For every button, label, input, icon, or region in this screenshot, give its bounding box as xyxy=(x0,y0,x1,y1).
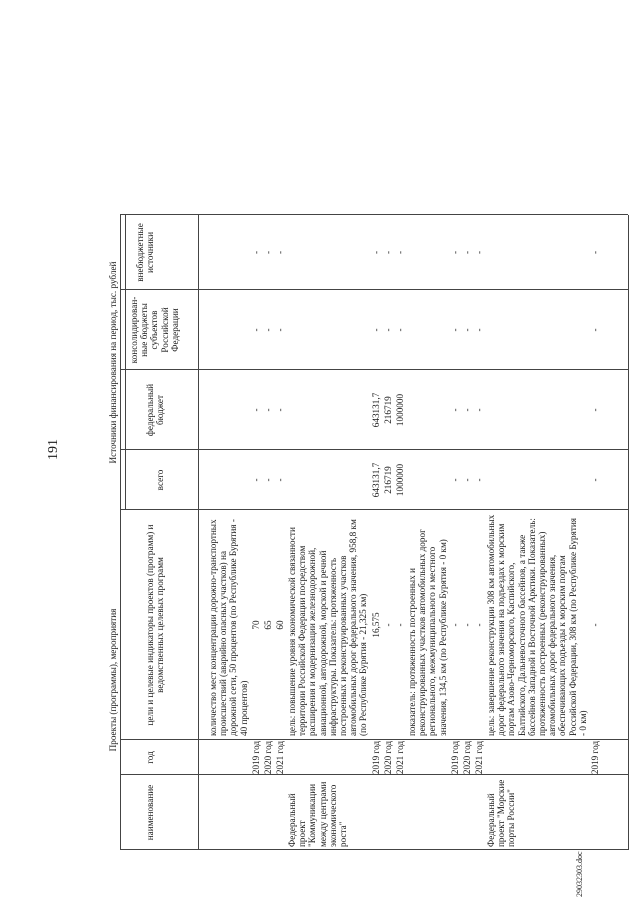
federal-amount: - xyxy=(590,408,600,412)
project-name: Федеральный проект "Коммуникации между центрами экономического роста" xyxy=(287,781,349,847)
federal-amount: - xyxy=(450,408,460,412)
table-rule xyxy=(120,215,121,850)
year-cell: 2019 год xyxy=(251,740,261,775)
indicator-value: - xyxy=(450,623,460,627)
total-amount: - xyxy=(263,478,273,482)
year-cell: 2021 год xyxy=(474,740,484,775)
table-rule xyxy=(120,849,628,850)
regional-amount: - xyxy=(275,328,285,332)
regional-amount: - xyxy=(263,328,273,332)
indicator-value: 65 xyxy=(263,620,273,630)
extra-amount: - xyxy=(263,250,273,255)
total-amount: - xyxy=(590,478,600,482)
year-cell: 2019 год xyxy=(590,740,600,775)
federal-amount: 216719 xyxy=(383,396,393,424)
regional-amount: - xyxy=(462,328,472,332)
group-header-projects: Проекты (программы), мероприятия xyxy=(108,608,118,752)
extra-amount: - xyxy=(251,250,261,255)
regional-amount: - xyxy=(383,328,393,332)
table-rule xyxy=(125,215,126,510)
table-rule xyxy=(628,215,629,850)
regional-amount: - xyxy=(450,328,460,332)
extra-amount: - xyxy=(275,250,285,255)
goal-text: количество мест концентрации дорожно-транспортных происшествий (аварийно опасных участков) на дорожной сети, 50 процентов (по Республике Бурятия - 40 процентов) xyxy=(208,519,249,736)
year-cell: 2020 год xyxy=(383,740,393,775)
extra-amount: - xyxy=(474,250,484,255)
regional-amount: - xyxy=(474,328,484,332)
extra-amount: - xyxy=(383,250,393,255)
indicator-value: - xyxy=(395,623,405,627)
indicator-value: - xyxy=(474,623,484,627)
total-amount: 1000000 xyxy=(395,463,405,497)
project-name: Федеральный проект "Морские порты России" xyxy=(486,779,517,847)
header-year: год xyxy=(145,751,155,764)
year-cell: 2020 год xyxy=(263,740,273,775)
document-footer: 29032303.doc xyxy=(575,851,584,897)
total-amount: - xyxy=(251,478,261,482)
indicator-value: 70 xyxy=(251,620,261,630)
goal-text: цель: завершение реконструкции 308 км автомобильных дорог федерального значения на подъездах к морским портам Азово-Черноморского, Каспийского, Балтийского, Дальневосточного бассейнов, а также бассейнов Западной и Восточной Арктики. Показатель: протяженность построенных (реконструированных) автомобильных дорог федерального значения, обеспечивающих подъезды к морским портам Российской Федерации, 308 км (по Республике Бурятия - 0 км) xyxy=(486,514,588,736)
federal-amount: - xyxy=(275,408,285,412)
year-cell: 2019 год xyxy=(371,740,381,775)
indicator-value: - xyxy=(590,623,600,627)
extra-amount: - xyxy=(395,250,405,255)
year-cell: 2020 год xyxy=(462,740,472,775)
total-amount: 643131,7 xyxy=(371,462,381,498)
year-cell: 2021 год xyxy=(395,740,405,775)
page-number: 191 xyxy=(46,439,61,460)
total-amount: - xyxy=(462,478,472,482)
header-federal: федеральный бюджет xyxy=(145,383,166,437)
header-total: всего xyxy=(155,469,165,491)
header-goals: цели и целевые индикаторы проектов (программ) и ведомственных целевых программ xyxy=(145,524,166,726)
indicator-value: - xyxy=(462,623,472,627)
total-amount: 216719 xyxy=(383,466,393,494)
header-regional: консолидирован-ные бюджеты субъектов Российской Федерации xyxy=(129,296,180,364)
federal-amount: - xyxy=(263,408,273,412)
extra-amount: - xyxy=(590,250,600,255)
regional-amount: - xyxy=(590,328,600,332)
year-cell: 2021 год xyxy=(275,740,285,775)
federal-amount: - xyxy=(251,408,261,412)
extra-amount: - xyxy=(371,250,381,255)
extra-amount: - xyxy=(450,250,460,255)
total-amount: - xyxy=(450,478,460,482)
header-extra: внебюджетные источники xyxy=(135,223,156,282)
regional-amount: - xyxy=(371,328,381,332)
federal-amount: - xyxy=(474,408,484,412)
extra-amount: - xyxy=(462,250,472,255)
indicator-value: 60 xyxy=(275,620,285,630)
federal-amount: 1000000 xyxy=(395,393,405,427)
table-rule xyxy=(198,215,199,850)
federal-amount: - xyxy=(462,408,472,412)
federal-amount: 643131,7 xyxy=(371,392,381,428)
goal-text: показатель: протяженность построенных и реконструированных участков автомобильных дорог регионального, межмуниципального и местного значения, 134,5 км (по Республике Бурятия - 0 км) xyxy=(407,529,448,736)
group-header-sources: Источники финансирования на период, тыс. рублей xyxy=(108,261,118,464)
indicator-value: - xyxy=(383,623,393,627)
year-cell: 2019 год xyxy=(450,740,460,775)
regional-amount: - xyxy=(395,328,405,332)
total-amount: - xyxy=(474,478,484,482)
regional-amount: - xyxy=(251,328,261,332)
indicator-value: 16,575 xyxy=(371,612,381,638)
total-amount: - xyxy=(275,478,285,482)
header-name: наименование xyxy=(145,784,155,841)
goal-text: цель: повышение уровня экономической связанности территории Российской Федерации посредством расширения и модернизации железнодорожной, авиационной, автодорожной, морской и речной инфраструктуры. Показатель: протяженность построенных и реконструированных участков автомобильных дорог федерального значения, 958,8 км (по Республике Бурятия - 21,325 км) xyxy=(287,519,369,736)
